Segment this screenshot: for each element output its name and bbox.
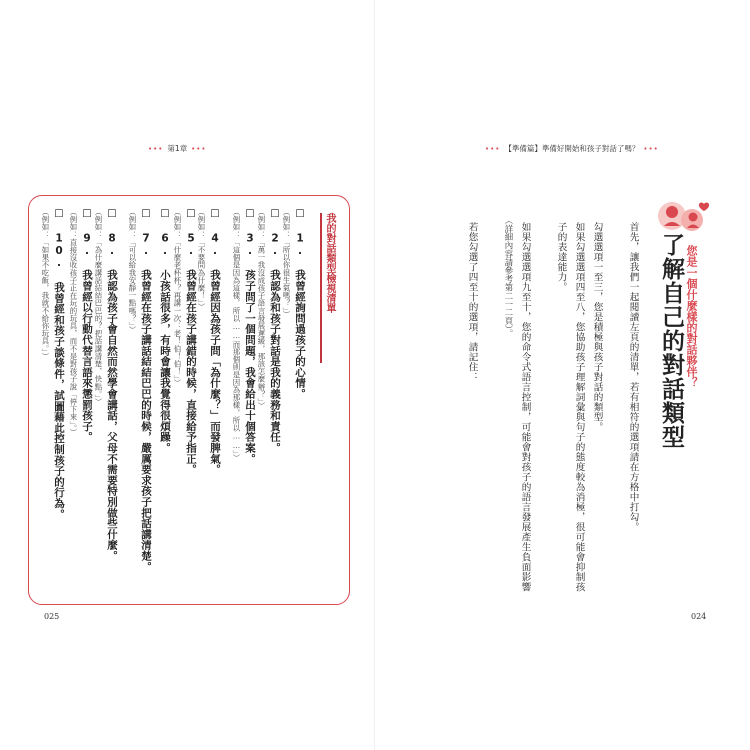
right-page-number: 024 [691,612,707,621]
body-paragraph-5: 若您勾選了四至十的選項，請記住： [466,222,478,382]
checklist-item-6[interactable]: ☐ 6. 小孩話很多，有時會讓我覺得很煩躁。 [159,208,171,454]
right-running-header [485,143,659,154]
checklist-example-4: （例如：「不要問為什麼！」） [197,208,206,311]
body-paragraph-4-note: （詳細內容請參考第二一二頁）。 [504,216,514,338]
checklist-item-3[interactable]: ☐ 3. 孩子問了一個問題，我會給出十個答案。 [244,208,256,464]
checklist-example-3: （例如：「這個是因為這樣，所以……而那個則是因為那樣，所以……」） [232,208,241,462]
right-header-text: 【準備篇】準備好開始和孩子對話了嗎？ [504,144,640,153]
checklist-example-8: （例如：「為什麼講話結結巴巴的？把話講清楚，快點。」） [94,208,103,406]
header-dots-icon: ••• [643,144,659,153]
chapter-label: 第1章 [167,144,188,153]
checklist-item-4[interactable]: ☐ 4. 我曾經因為孩子問「為什麼？」而發脾氣。 [209,208,221,475]
checklist-item-8[interactable]: ☐ 8. 我認為孩子會自然而然學會講話，父母不需要特別做些什麼。 [106,208,118,562]
parent-child-heart-icon [652,196,714,236]
header-dots-icon: ••• [485,144,501,153]
body-paragraph-4: 如果勾選選項九至十，您的命令式語言控制，可能會對孩子的語言發展產生負面影響 [519,222,531,592]
checklist-example-2: （例如：「萬一我沒成孩子語言發展遲緩，那該怎麼辦？」） [257,208,266,410]
checklist-example-7: （例如：「可以給我安靜一點嗎？」） [128,208,137,334]
checklist-example-1: （例如：「所以你很生氣嗎？」） [282,208,291,319]
header-dots-icon: ••• [148,144,164,153]
checklist-item-1[interactable]: ☐ 1. 我曾經詢問過孩子的心情。 [294,208,306,400]
section-subtitle: 您是一個什麼樣的對話夥伴？ [685,245,698,388]
left-running-header [148,143,207,154]
checklist-item-7[interactable]: ☐ 7. 我曾經在孩子講話結結巴巴的時候，嚴厲要求孩子把話講清楚。 [140,208,152,572]
checklist-title: 我的對話類型檢視清單 [322,213,337,363]
checklist-item-5[interactable]: ☐ 5. 我曾經在孩子講錯的時候，直接給予指正。 [185,208,197,475]
body-paragraph-3: 如果勾選選項四至八，您協助孩子理解詞彙與句子的態度較為消極，很可能會抑制孩 [573,222,585,592]
checklist-example-10: （例如：「如果不吃飯，我就不給你玩具。」） [41,208,50,361]
checklist-item-2[interactable]: ☐ 2. 我認為和孩子對話是我的義務和責任。 [269,208,281,454]
checklist-item-9[interactable]: ☐ 9. 我曾經以行動代替言語來懲罰孩子。 [81,208,93,443]
left-page-number: 025 [44,612,60,621]
checklist-example-5: （例如：「什麼老杯杯？再講一次：老！伯！伯！」） [173,208,182,387]
checklist-item-10[interactable]: ☐ 10. 我曾經和孩子談條件，試圖藉此控制孩子的行為。 [53,208,65,520]
body-paragraph-1: 首先，讓我們一起閱讀左頁的清單，若有相符的選項請在方格中打勾。 [627,222,639,532]
section-title: 了解自己的對話類型 [658,233,684,449]
checklist-example-9: （例如：直接沒收孩子正在玩的玩具，而不是對孩子說「停下來」。） [69,208,78,437]
header-dots-icon: ••• [191,144,207,153]
body-paragraph-3-cont: 子的表達能力。 [555,222,567,292]
body-paragraph-2: 勾選選項一至三，您是積極與孩子對話的類型。 [591,222,603,432]
